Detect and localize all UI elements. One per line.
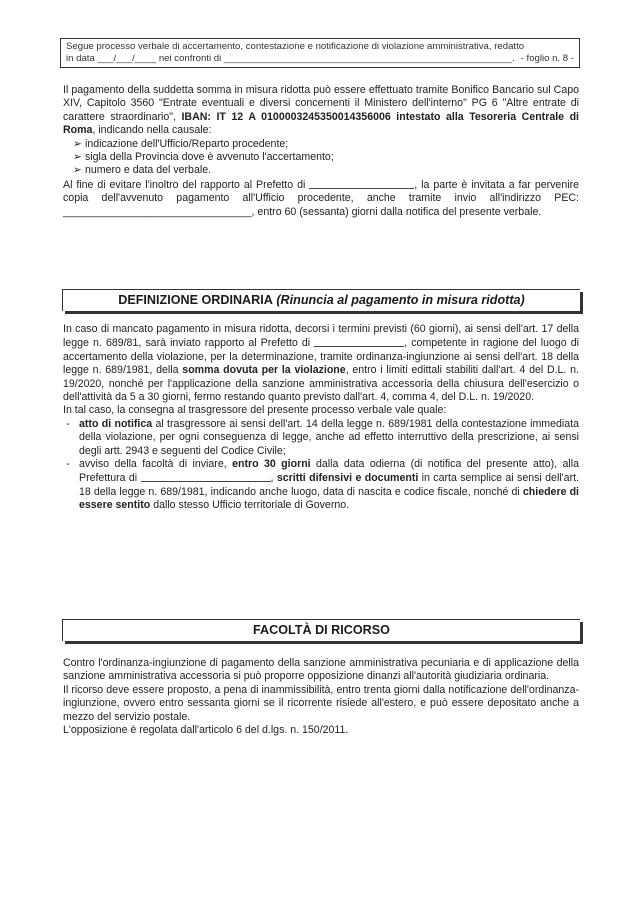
- prefetto-blank: [309, 178, 414, 189]
- section-title-ricorso: FACOLTÀ DI RICORSO: [62, 619, 580, 641]
- arrow-bullet-icon: ➢: [73, 164, 82, 177]
- arrow-bullet-icon: ➢: [73, 151, 82, 164]
- consegna-paragraph: In tal caso, la consegna al trasgressore del presente processo verbale vale quale:: [63, 404, 447, 417]
- header-line1: Segue processo verbale di accertamento, contestazione e notificazione di violazione amministrativa, redatto: [66, 41, 525, 52]
- ricorso-section: [63, 657, 579, 737]
- list-item: ➢ indicazione dell'Ufficio/Reparto procedente;: [73, 137, 289, 150]
- folio-number: - foglio n. 8 -: [520, 53, 574, 64]
- prefettura-blank: [141, 471, 271, 482]
- pec-blank: ________________________________: [63, 205, 252, 218]
- ordinaria-section: [63, 323, 579, 513]
- list-item: - avviso della facoltà di inviare, entro 30 giorni dalla data odierna (di notifica del presente atto), alla Prefettura di , scritti difensivi e documenti in carta semplice ai sensi dell'art. 18 della legge n. 689/1981, indicando anche luogo, data di nascita e codice fiscale, nonché di chiedere di essere sentito dallo stesso Ufficio territoriale di Governo.: [66, 458, 579, 512]
- dash-bullet: -: [66, 417, 70, 430]
- ricorso-paragraph-1: Contro l'ordinanza-ingiunzione di pagamento della sanzione amministrativa pecuniaria e di applicazione della sanzione amministrativa accessoria si può proporre opposizione dinanzi all'autorità giudiziaria ordinaria.: [63, 657, 579, 683]
- page-header: [60, 38, 580, 68]
- arrow-bullet-icon: ➢: [73, 137, 82, 150]
- prefetto-blank: [314, 336, 404, 347]
- payment-paragraph: Il pagamento della suddetta somma in misura ridotta può essere effettuato tramite Bonifico Bancario sul Capo XIV, Capitolo 3560 "Entrate eventuali e diversi concernenti il Ministero dell'interno" PG 6 "Altre entrate di carattere straordinario", IBAN: IT 12 A 0100003245350014356006 intestato alla Tesoreria Centrale di Roma, indicando nella causale:: [63, 84, 580, 137]
- dash-bullet: -: [66, 458, 70, 471]
- list-item: ➢ numero e data del verbale.: [73, 164, 212, 177]
- causale-list: [63, 138, 579, 178]
- header-line2: in data ___/___/____ nei confronti di ______________________________________________________.: [66, 53, 515, 64]
- list-item: - atto di notifica al trasgressore ai sensi dell'art. 14 della legge n. 689/1981 della contestazione immediata della violazione, per ogni conseguenza di legge, anche ad effetto interruttivo della prescrizione, ai sensi degli artt. 2943 e seguenti del Codice Civile;: [66, 417, 579, 457]
- consegna-list: [63, 418, 579, 513]
- payment-section: [63, 84, 579, 219]
- header-name-blank: ______________________________________________________: [223, 53, 513, 64]
- ricorso-paragraph-3: L'opposizione è regolata dall'articolo 6 del d.lgs. n. 150/2011.: [63, 724, 349, 737]
- list-item: ➢ sigla della Provincia dove è avvenuto l'accertamento;: [73, 151, 334, 164]
- ricorso-paragraph-2: Il ricorso deve essere proposto, a pena di inammissibilità, entro trenta giorni dalla notificazione dell'ordinanza-ingiunzione, ovvero entro sessanta giorni se il ricorrente risiede all'estero, e può essere depositato anche a mezzo del servizio postale.: [63, 683, 579, 723]
- pec-paragraph: Al fine di evitare l'inoltro del rapporto al Prefetto di , la parte è invitata a far pervenire copia dell'avvenuto pagamento all'Ufficio procedente, anche tramite invio all'indirizzo PEC: ________________________________, entro 60 (sessanta) giorni dalla notifica del presente verbale.: [63, 178, 579, 218]
- section-title-definizione: DEFINIZIONE ORDINARIA (Rinuncia al pagamento in misura ridotta): [62, 289, 580, 311]
- ordinaria-paragraph: In caso di mancato pagamento in misura ridotta, decorsi i termini previsti (60 giorni), ai sensi dell'art. 17 della legge n. 689/81, sarà inviato rapporto al Prefetto di , competente in ragione del luogo di accertamento della violazione, per la determinazione, tramite ordinanza-ingiunzione ai sensi dell'art. 18 della legge n. 689/1981, della somma dovuta per la violazione, entro i limiti edittali stabiliti dall'art. 4 del D.L. n. 19/2020, nonché per l'applicazione della sanzione amministrativa accessoria della chiusura dell'esercizio o dell'attività da 5 a 30 giorni, fermo restando quanto previsto dall'art. 4, comma 4, del D.L. n. 19/2020.: [63, 323, 579, 404]
- iban-text: IBAN: IT 12 A 0100003245350014356006 intestato alla Tesoreria Centrale di Roma: [63, 110, 580, 137]
